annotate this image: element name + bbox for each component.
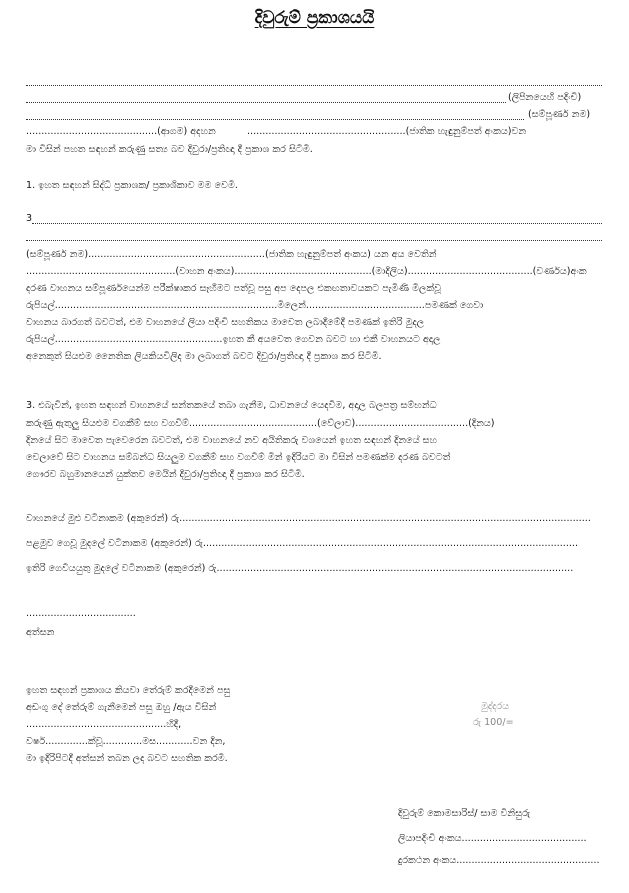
section-3-text-3: වෙලාවේ සිට වාහනය සම්බන්ධ සියලුම වගකීම් සහ වගවීම් මින් ඉදිරියට මා විසින් පමණක්ම දරණ බවටත් (26, 452, 451, 463)
section-2-text-2: වාහනය බාරගත් බවටත්, එම වාහනයේ ලියා පදිංචි සහතිකය මාවෙත ලබාදීමේදී පමණක් ඉතිරි මුදල (26, 317, 425, 328)
balance-field: රුපියල්.......................................................ඉහත කී අයවෙත ගෙවන බවට හා එකී වාහනයට අදාල (26, 334, 441, 345)
remaining-payment-field: ඉතිරි ගෙවියයුතු මුදලේ වටිනාකම (අකුරෙන්) රු..................................................................................................................... (26, 563, 574, 574)
date-field: වර්ෂ..............ක්වූ.............මස............වන දින, (26, 736, 226, 747)
signature-line: .................................... (26, 608, 136, 619)
signature-label: අත්සන (26, 627, 55, 638)
place-field: ..............................................හිදී, (26, 719, 182, 730)
stamp-label: මුද්දරය (481, 701, 510, 712)
stamp-value: රු 100/= (473, 717, 514, 728)
address-label: (ලිපිනයෙහි පදිංචි) (508, 92, 582, 103)
page-title: දිවුරුම් ප්‍රකාශයයි (254, 8, 375, 28)
nic-field: ....................................................(ජාතික හැඳුනුම්පත් අංකය)වන (247, 126, 527, 137)
address-line (26, 84, 602, 86)
vehicle-details-field: .................................................(වාහන අංකය).............................................(මාදිලිය).........................................(වර්ණය)අංක (26, 266, 587, 277)
declaration-intro: මා විසින් පහත සඳහන් කරුණු සත්‍ය බව දිවුරා/ප්‍රතිඥා දී ප්‍රකාශ කර සිටිමි. (26, 144, 313, 155)
attestation-line-2: අඩංගු දේ තේරුම් ගැනීමෙන් පසු ඔහු /ඇය විසින් (26, 702, 217, 713)
address-line-2 (26, 101, 506, 103)
section-3-text-1: 3. එබැවින්, ඉහත සඳහන් වාහනයේ සන්තකයේ තබා ගැනීම, ධාවනයේ යෙදවීම, අදාල බලපත්‍ර සම්භන්ධ (26, 400, 437, 411)
attestation-line-5: මා ඉදිරිපිටදී අත්සන් තබන ලද බවට සහතික කරමි. (26, 753, 228, 764)
section-3-text-4: ගෞරව බහුමානයෙන් යුක්තව මෙයින් දිවුරා/ප්‍රතිඥා දී ප්‍රකාශ කර සිටිමි. (26, 469, 305, 480)
attestation-line-1: ඉහත සඳහන් ප්‍රකාශය කියවා තේරුම් කරදීමෙන් පසු (26, 685, 231, 696)
section-3-text-2: දිනයේ සිට මාවෙත පැවෙරෙන බවටත්, එම වාහනයේ නව අයිතිකරු වශයෙන් ඉහත සඳහන් දිනයේ සහ (26, 435, 438, 446)
section-2-line-1 (32, 222, 602, 224)
registration-number-field: ලියාපදිංචි අංකය......................................... (398, 833, 587, 844)
time-date-field: කරුණු ඇතුලු සියළුම වගකීම් සහ වගවීම්..........................................(වේලාව).....................................(දිනය) (26, 418, 495, 429)
total-value-field: වාහනයේ මුළු වටිනාකම (අකුරෙන්) රු....................................................................................................................................... (26, 513, 591, 524)
price-field: රුපියල්.........................................................................මිලෙන්.......................................පමණක් ගෙවා (26, 300, 484, 311)
full-name-label: (සම්පූර්ණ නම) (528, 109, 591, 120)
section-1: 1. ඉහත සඳහන් සිද්ධි ප්‍රකාශක/ ප්‍රකාශිකාව මම වෙමි. (26, 180, 238, 191)
phone-number-field: දුරකථන අංකය............................................... (398, 855, 600, 866)
section-2-text-3: අනෙකුත් සියළුම නෛතික ලියකියවිලිද මා ලබාගත් බවට දිවුරා/ප්‍රතිඥා දී ප්‍රකාශ කර සිටිමි. (26, 351, 382, 362)
section-2-number: 3 (26, 213, 33, 224)
religion-field: ...........................................(ආගම) අදහන (26, 126, 216, 137)
first-payment-field: පළමුව ගෙවූ මුදලේ වටිනාකම (අකුරෙන්) රු........................................................................................................................... (26, 538, 579, 549)
section-2-line-2 (26, 239, 602, 241)
section-2-text-1: දරණ වාහනය සම්පූර්ණයෙන්ම පරීක්ෂාකර සෑහීමට පත්වූ පසු අප දෙපල එකඟතාවයකට පැමිණි මිලක්වූ (26, 283, 442, 294)
commissioner-title: දිවුරුම් කොමසාරිස්/ සාම විනිසුරු (398, 808, 531, 819)
seller-name-field: (සම්පූර්ණ නම)..........................................................(ජාතික හැඳුනුම්පත් අංකය) යන අය වෙතින් (26, 249, 437, 260)
name-line (26, 118, 524, 120)
